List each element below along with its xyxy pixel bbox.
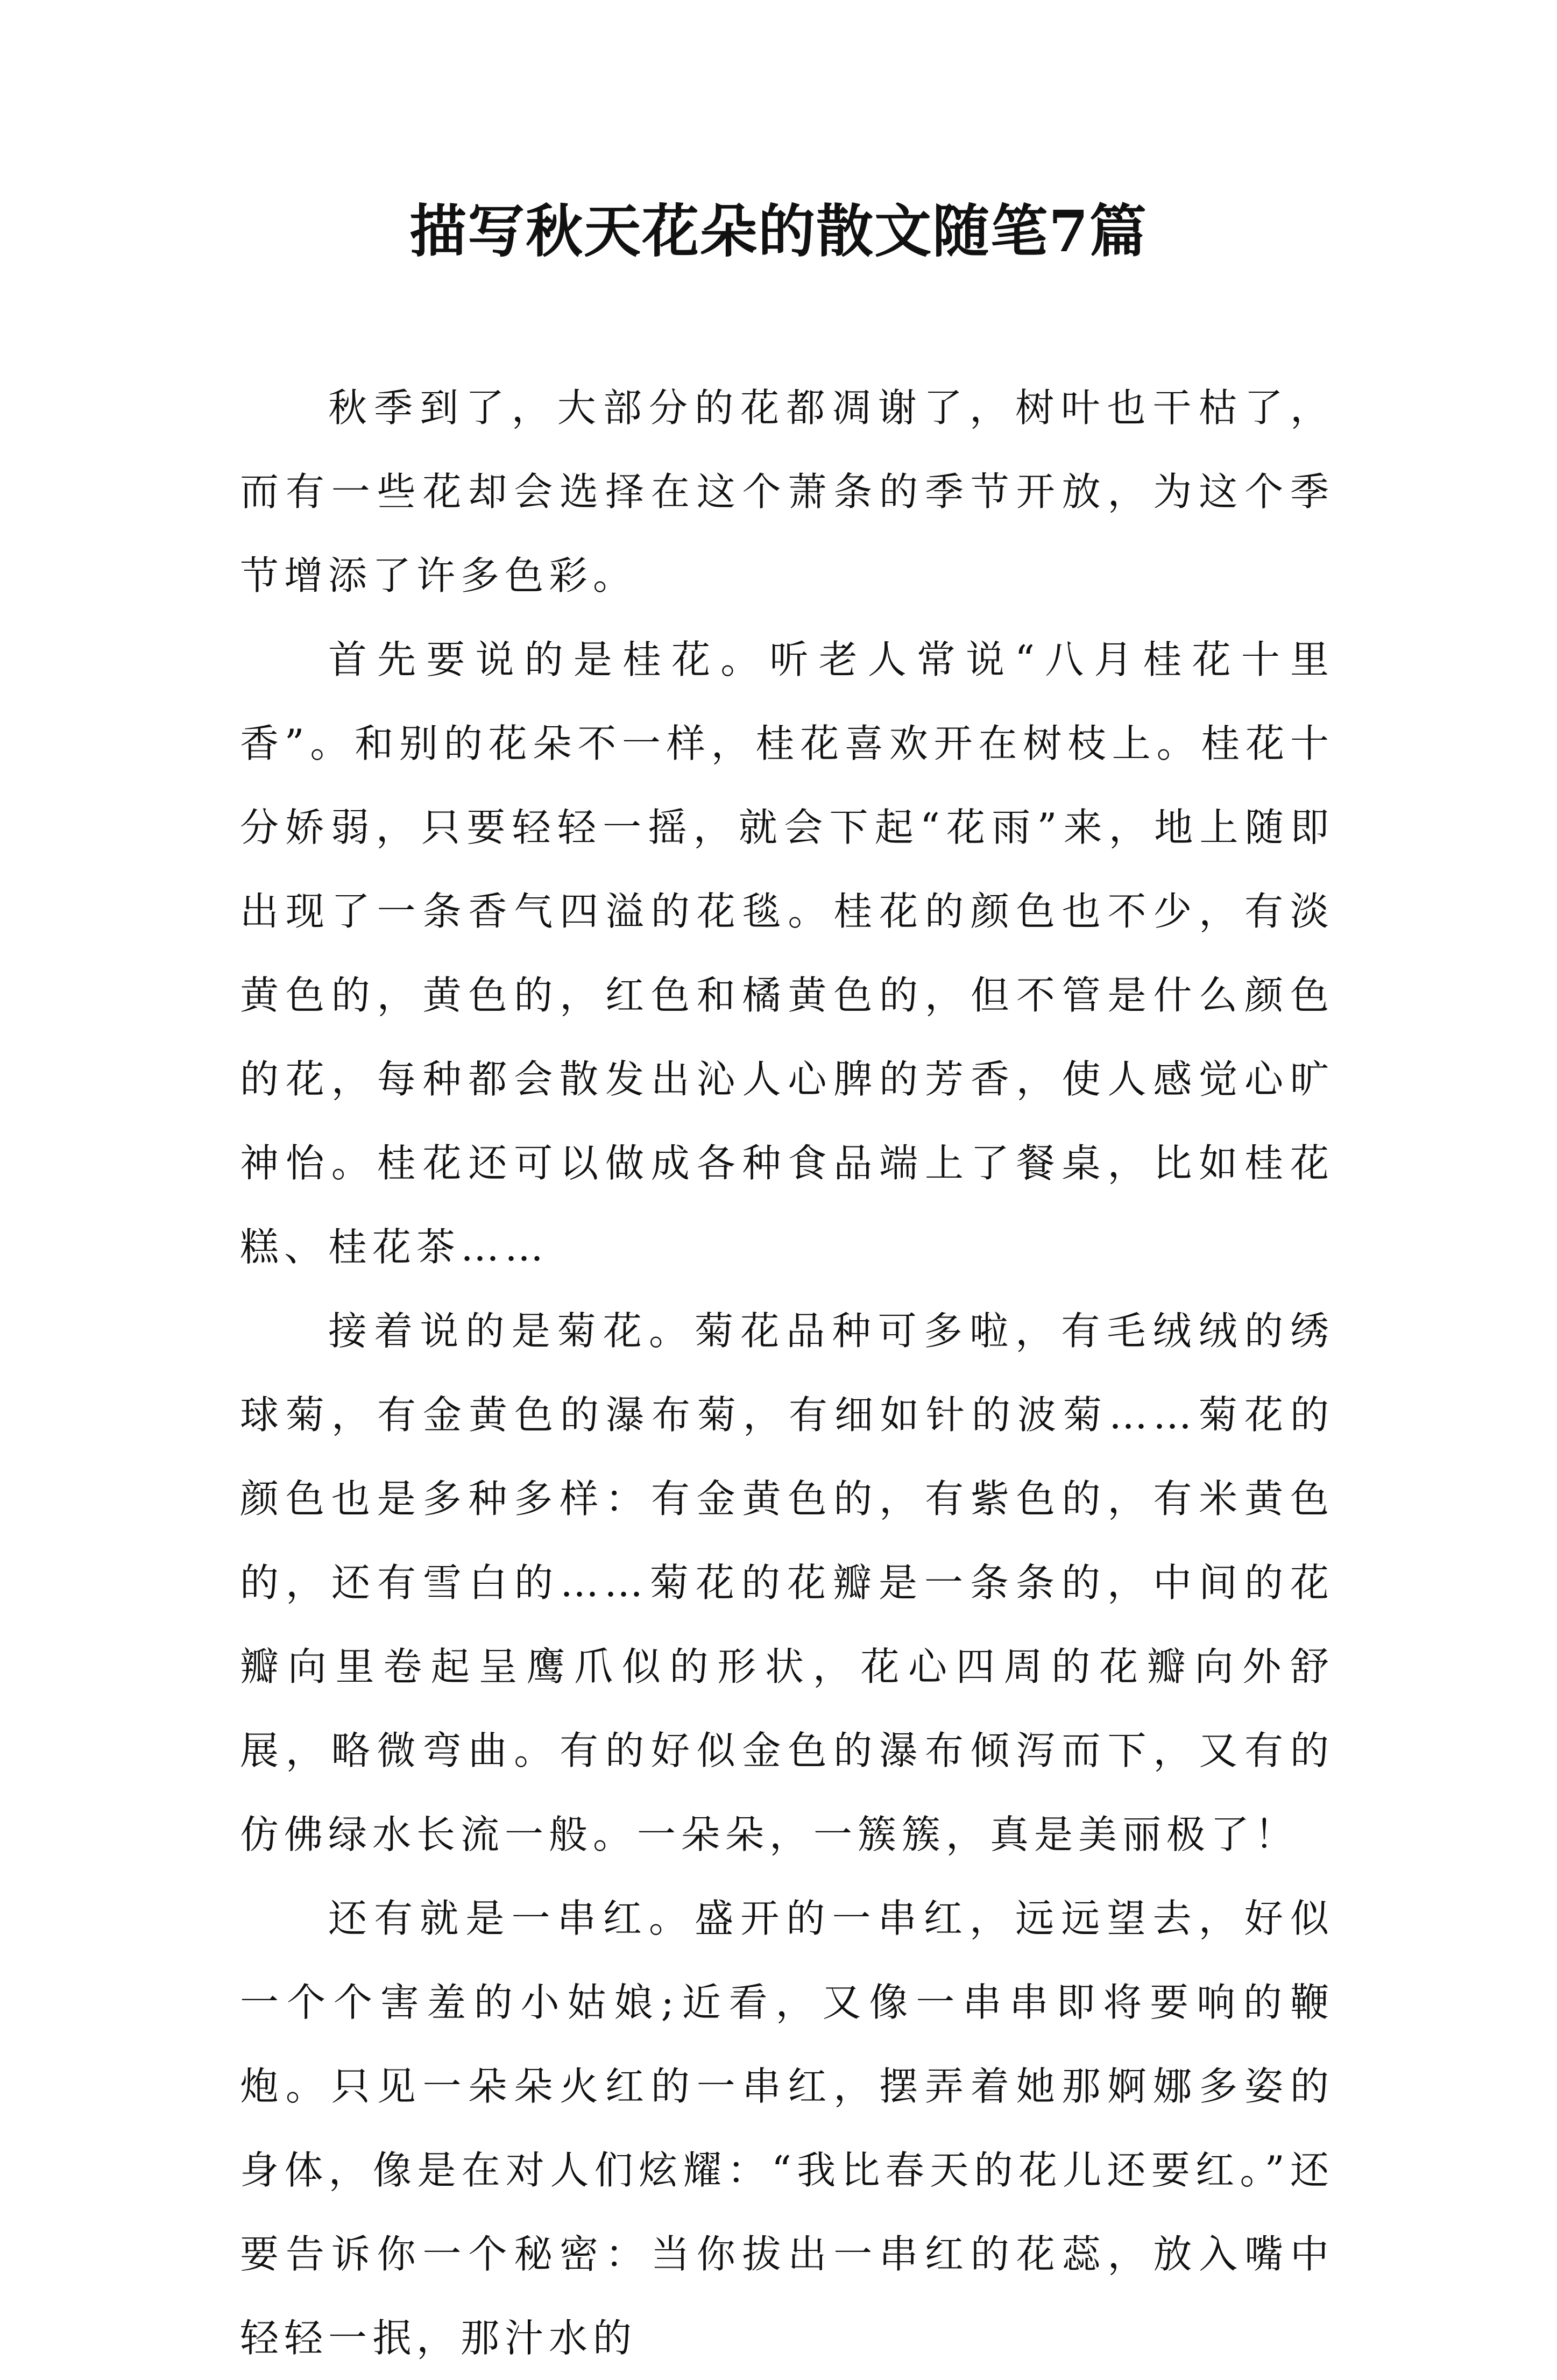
paragraph-intro: 秋季到了，大部分的花都凋谢了，树叶也干枯了，而有一些花却会选择在这个萧条的季节开放，为这个季节增添了许多色彩。 — [240, 385, 1334, 598]
paragraph-salvia: 还有就是一串红。盛开的一串红，远远望去，好似一个个害羞的小姑娘;近看，又像一串串即将要响的鞭炮。只见一朵朵火红的一串红，摆弄着她那婀娜多姿的身体，像是在对人们炫耀：“我比春天的花儿还要红。”还要告诉你一个秘密：当你拔出一串红的花蕊，放入嘴中轻轻一抿，那汁水的 — [240, 1896, 1334, 2361]
paragraph-osmanthus: 首先要说的是桂花。听老人常说“八月桂花十里香”。和别的花朵不一样，桂花喜欢开在树枝上。桂花十分娇弱，只要轻轻一摇，就会下起“花雨”来，地上随即出现了一条香气四溢的花毯。桂花的颜色也不少，有淡黄色的，黄色的，红色和橘黄色的，但不管是什么颜色的花，每种都会散发出沁人心脾的芳香，使人感觉心旷神怡。桂花还可以做成各种食品端上了餐桌，比如桂花糕、桂花茶…… — [240, 637, 1334, 1270]
document-title: 描写秋天花朵的散文随笔7篇 — [409, 197, 1148, 265]
document-body — [240, 366, 1334, 2380]
paragraph-chrysanthemum: 接着说的是菊花。菊花品种可多啦，有毛绒绒的绣球菊，有金黄色的瀑布菊，有细如针的波菊……菊花的颜色也是多种多样：有金黄色的，有紫色的，有米黄色的，还有雪白的……菊花的花瓣是一条条的，中间的花瓣向里卷起呈鹰爪似的形状，花心四周的花瓣向外舒展，略微弯曲。有的好似金色的瀑布倾泻而下，又有的仿佛绿水长流一般。一朵朵，一簇簇，真是美丽极了！ — [240, 1308, 1334, 1857]
